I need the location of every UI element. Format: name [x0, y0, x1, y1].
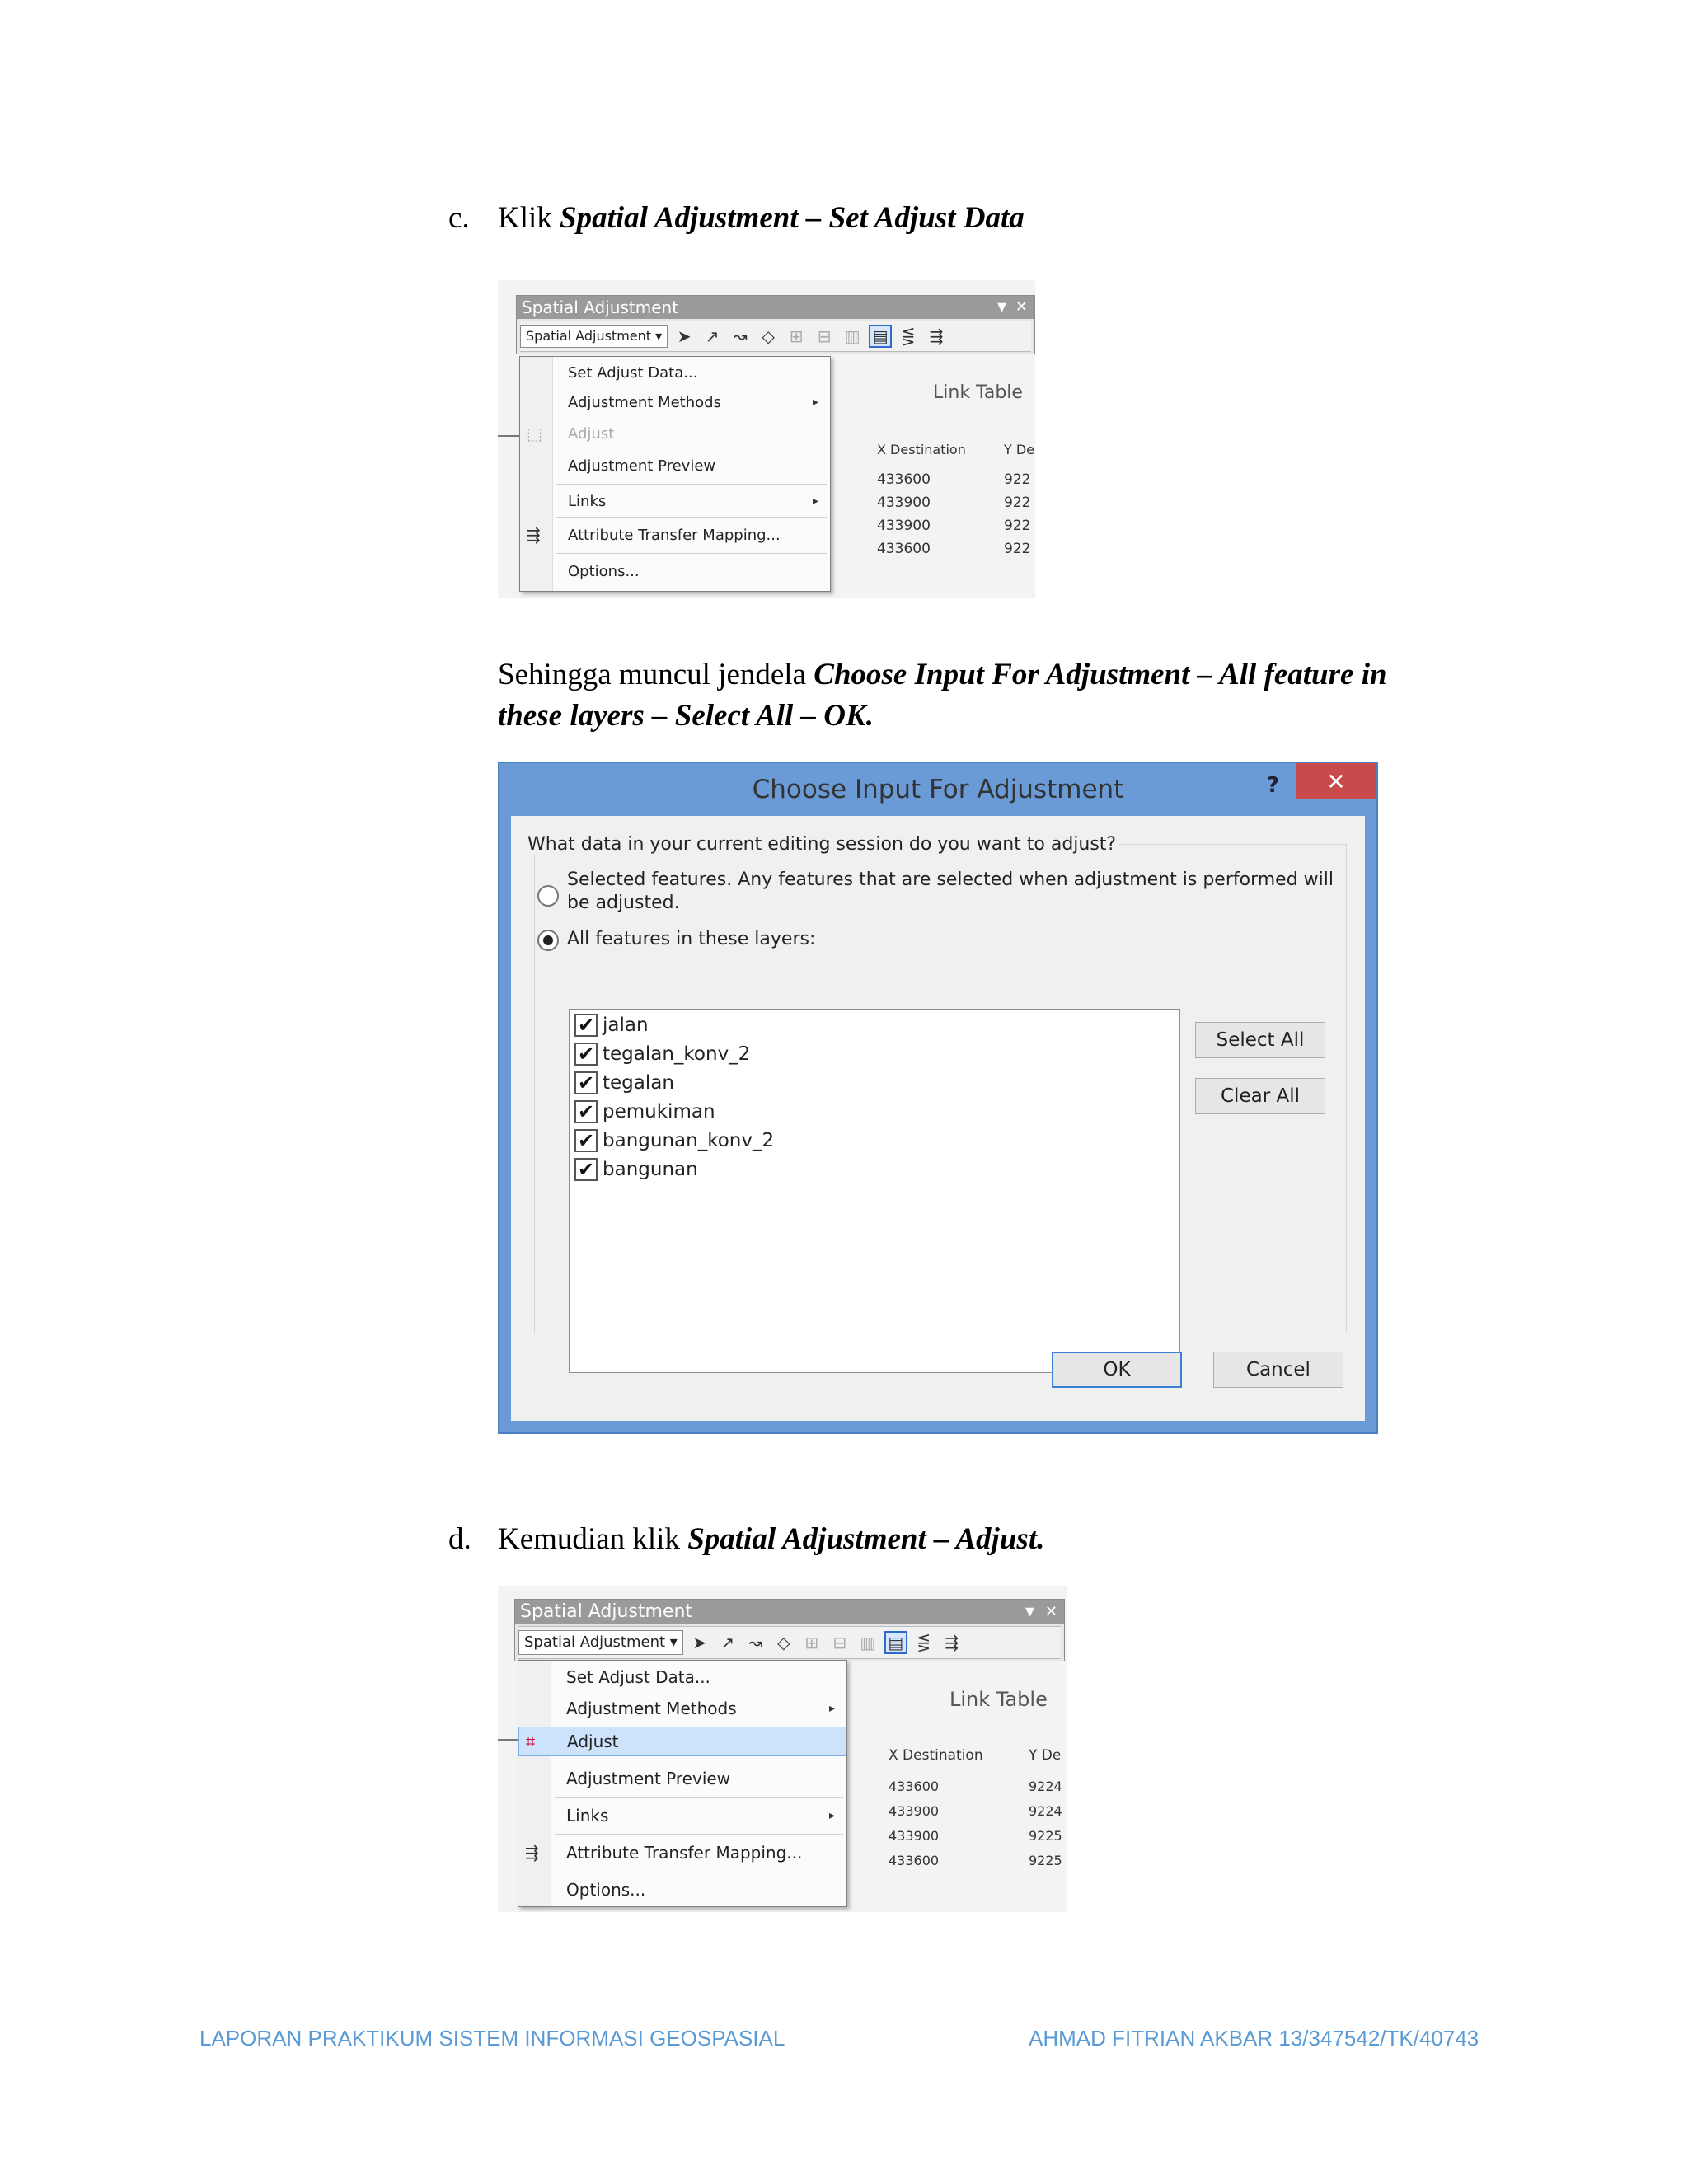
- spatial-adjustment-dropdown[interactable]: Spatial Adjustment ▾: [518, 1630, 683, 1655]
- footer-right: AHMAD FITRIAN AKBAR 13/347542/TK/40743: [1029, 2026, 1479, 2050]
- list-item[interactable]: [574, 1098, 715, 1126]
- grid-cell: 433600: [877, 471, 931, 488]
- radio-selected-features-label-2: be adjusted.: [567, 893, 680, 913]
- radio-selected-features[interactable]: [537, 885, 559, 907]
- menu-item-adjustment-preview[interactable]: [518, 1763, 846, 1794]
- spatial-adjustment-toolbar: [514, 1599, 1065, 1661]
- toolbar-buttons: [518, 1626, 1061, 1659]
- submenu-arrow-icon: ▸: [812, 494, 818, 508]
- grid-cell: 433600: [889, 1779, 940, 1794]
- step-c-marker: c.: [448, 201, 470, 235]
- menu-item-label: Options...: [568, 562, 640, 580]
- multi-displacement-link-icon[interactable]: ↝: [748, 1633, 763, 1652]
- menu-separator: [555, 1834, 843, 1835]
- menu-separator: [556, 553, 827, 554]
- menu-item-adjustment-methods[interactable]: [518, 1694, 846, 1723]
- list-item[interactable]: [574, 1155, 698, 1183]
- submenu-arrow-icon: ▸: [828, 1809, 835, 1822]
- step-d-marker: d.: [448, 1522, 471, 1556]
- attribute-transfer-icon: ⇶: [525, 1843, 539, 1863]
- screenshot-spatial-adjustment-menu-1: [498, 280, 1035, 598]
- dialog-instruction-line-1: [498, 654, 1387, 696]
- grid-cell: 433900: [889, 1828, 940, 1844]
- grid-header-y-destination: Y De: [1029, 1747, 1062, 1764]
- menu-item-adjust[interactable]: [520, 419, 830, 448]
- grid-cell: 922: [1004, 494, 1031, 511]
- layer-name: bangunan_konv_2: [603, 1130, 775, 1151]
- checkbox[interactable]: ✔: [574, 1014, 598, 1037]
- toolbar-title: Spatial Adjustment: [520, 1601, 693, 1622]
- footer-left: LAPORAN PRAKTIKUM SISTEM INFORMASI GEOSPASIAL: [199, 2026, 785, 2050]
- grid-cell: 922: [1004, 471, 1031, 488]
- menu-item-links[interactable]: [520, 487, 830, 515]
- view-link-table-icon[interactable]: ▤: [884, 1631, 907, 1654]
- toolbar-pin-icon[interactable]: ▾: [996, 297, 1006, 317]
- new-displacement-link-icon[interactable]: ↗: [705, 326, 720, 346]
- menu-item-label: Links: [566, 1806, 609, 1825]
- menu-separator: [556, 484, 827, 485]
- new-limited-area-icon[interactable]: ⊟: [832, 1633, 847, 1652]
- adjust-icon: ⌗: [526, 1732, 536, 1751]
- view-link-table-icon[interactable]: ▤: [869, 325, 892, 348]
- clear-all-button[interactable]: Clear All: [1195, 1078, 1325, 1114]
- grid-cell: 433900: [889, 1803, 940, 1819]
- screenshot-spatial-adjustment-menu-2: [498, 1586, 1067, 1912]
- step-c-text: Klik: [498, 201, 560, 235]
- dialog-instruction-line-2: these layers – Select All – OK.: [498, 699, 874, 733]
- attribute-transfer-icon[interactable]: ⇶: [929, 326, 944, 346]
- toolbar-title-bar[interactable]: [515, 1600, 1064, 1624]
- menu-separator: [556, 517, 827, 518]
- menu-item-set-adjust-data[interactable]: [520, 359, 830, 387]
- modify-link-icon[interactable]: ↝: [733, 326, 748, 346]
- dialog-instruction: [498, 654, 1387, 737]
- toolbar-buttons: [520, 321, 1031, 352]
- link-table-label: Link Table: [950, 1688, 1048, 1711]
- grid-header-y-destination: Y De: [1004, 442, 1035, 457]
- edge-match-icon[interactable]: ⋚: [901, 326, 916, 346]
- menu-item-label: Set Adjust Data...: [566, 1667, 710, 1687]
- step-d-bold-text: Spatial Adjustment – Adjust.: [687, 1522, 1045, 1556]
- grid-cell: 433600: [889, 1853, 940, 1868]
- layer-name: pemukiman: [603, 1101, 715, 1122]
- grid-cell: 9224: [1029, 1779, 1062, 1794]
- edge-match-icon[interactable]: ⋚: [917, 1633, 931, 1652]
- grid-cell: 9225: [1029, 1828, 1062, 1844]
- menu-item-label: Adjustment Preview: [568, 457, 716, 475]
- new-identity-link-icon[interactable]: ⊞: [789, 326, 804, 346]
- clear-limited-area-icon[interactable]: ▥: [844, 326, 860, 346]
- toolbar-title: Spatial Adjustment: [522, 298, 679, 317]
- menu-item-label: Adjustment Preview: [566, 1769, 731, 1788]
- cancel-button[interactable]: Cancel: [1213, 1352, 1343, 1388]
- grid-cell: 433900: [877, 518, 931, 534]
- checkbox[interactable]: ✔: [574, 1100, 598, 1123]
- clear-limited-area-icon[interactable]: ▥: [860, 1633, 876, 1652]
- checkbox[interactable]: ✔: [574, 1043, 598, 1066]
- menu-item-attribute-transfer-mapping[interactable]: [518, 1837, 846, 1868]
- instruction-bold-text: Choose Input For Adjustment – All feature in: [814, 658, 1387, 691]
- dialog-close-button[interactable]: ✕: [1296, 763, 1376, 799]
- menu-item-label: Attribute Transfer Mapping...: [566, 1843, 803, 1863]
- layer-name: bangunan: [603, 1159, 698, 1180]
- grid-cell: 922: [1004, 541, 1031, 557]
- spatial-adjustment-menu: [518, 1660, 847, 1907]
- adjust-icon: ⬚: [527, 424, 542, 443]
- step-c-bold-text: Spatial Adjustment – Set Adjust Data: [560, 201, 1025, 235]
- grid-cell: 9224: [1029, 1803, 1062, 1819]
- submenu-arrow-icon: ▸: [812, 396, 818, 409]
- checkbox[interactable]: ✔: [574, 1158, 598, 1181]
- spatial-adjustment-toolbar: [516, 295, 1035, 354]
- toolbar-close-icon[interactable]: ✕: [1015, 298, 1028, 316]
- multi-displacement-icon[interactable]: ◇: [762, 326, 775, 346]
- checkbox[interactable]: ✔: [574, 1129, 598, 1152]
- toolbar-pin-icon[interactable]: ▾: [1025, 1601, 1034, 1622]
- attribute-transfer-icon[interactable]: ⇶: [945, 1633, 959, 1652]
- radio-all-features-label: All features in these layers:: [567, 929, 816, 949]
- link-table-label: Link Table: [933, 382, 1023, 403]
- menu-item-label: Links: [568, 492, 607, 510]
- toolbar-title-bar[interactable]: [517, 296, 1034, 319]
- choose-input-dialog: [498, 762, 1378, 1434]
- dialog-title: Choose Input For Adjustment: [752, 775, 1124, 804]
- help-icon[interactable]: ?: [1266, 773, 1279, 798]
- grid-header-x-destination: X Destination: [877, 442, 966, 457]
- select-elements-icon[interactable]: ➤: [677, 326, 692, 346]
- new-identity-link-icon[interactable]: ⊞: [804, 1633, 819, 1652]
- list-item[interactable]: [574, 1011, 649, 1039]
- modify-link-icon[interactable]: ◇: [777, 1633, 790, 1652]
- step-c-instruction: [448, 198, 1025, 239]
- checkbox[interactable]: ✔: [574, 1071, 598, 1094]
- grid-cell: 433600: [877, 541, 931, 557]
- layer-name: tegalan: [603, 1072, 674, 1094]
- new-limited-area-icon[interactable]: ⊟: [817, 326, 832, 346]
- menu-item-adjustment-methods[interactable]: [520, 388, 830, 416]
- ok-button[interactable]: OK: [1052, 1352, 1182, 1388]
- step-d-instruction: [448, 1519, 1044, 1560]
- spatial-adjustment-menu: [519, 356, 831, 592]
- attribute-transfer-icon: ⇶: [527, 525, 541, 545]
- toolbar-close-icon[interactable]: ✕: [1044, 1603, 1057, 1620]
- menu-item-label: Adjustment Methods: [568, 393, 721, 411]
- menu-item-set-adjust-data[interactable]: [518, 1662, 846, 1692]
- list-item[interactable]: [574, 1069, 674, 1097]
- menu-item-attribute-transfer-mapping[interactable]: [520, 520, 830, 550]
- menu-item-links[interactable]: [518, 1801, 846, 1830]
- group-question: What data in your current editing session do you want to adjust?: [524, 834, 1119, 855]
- menu-separator: [555, 1797, 843, 1798]
- new-displacement-link-icon[interactable]: ↗: [720, 1633, 735, 1652]
- menu-item-adjustment-preview[interactable]: [520, 451, 830, 480]
- list-item[interactable]: [574, 1040, 750, 1068]
- menu-item-label: Adjust: [568, 424, 615, 443]
- menu-item-options[interactable]: [520, 556, 830, 586]
- layer-list[interactable]: [569, 1009, 1180, 1373]
- submenu-arrow-icon: ▸: [828, 1702, 835, 1715]
- menu-item-label: Options...: [566, 1880, 646, 1900]
- layer-name: jalan: [603, 1015, 649, 1036]
- dialog-client-area: [511, 816, 1365, 1421]
- menu-item-adjust[interactable]: [518, 1727, 846, 1756]
- grid-cell: 922: [1004, 518, 1031, 534]
- layer-name: tegalan_konv_2: [603, 1043, 751, 1065]
- menu-item-label: Adjustment Methods: [566, 1699, 737, 1718]
- list-item[interactable]: [574, 1127, 774, 1155]
- select-elements-icon[interactable]: ➤: [692, 1633, 707, 1652]
- spatial-adjustment-dropdown[interactable]: Spatial Adjustment ▾: [520, 325, 668, 349]
- grid-header-x-destination: X Destination: [889, 1747, 983, 1764]
- menu-item-options[interactable]: [518, 1875, 846, 1905]
- step-d-text: Kemudian klik: [498, 1522, 688, 1556]
- select-all-button[interactable]: Select All: [1195, 1022, 1325, 1058]
- instruction-text: Sehingga muncul jendela: [498, 658, 814, 691]
- radio-selected-features-label-1: Selected features. Any features that are selected when adjustment is performed will: [567, 869, 1334, 890]
- menu-item-label: Adjust: [567, 1732, 619, 1751]
- grid-cell: 9225: [1029, 1853, 1062, 1868]
- menu-item-label: Set Adjust Data...: [568, 363, 698, 382]
- menu-item-label: Attribute Transfer Mapping...: [568, 526, 781, 544]
- grid-cell: 433900: [877, 494, 931, 511]
- radio-all-features[interactable]: [537, 930, 559, 951]
